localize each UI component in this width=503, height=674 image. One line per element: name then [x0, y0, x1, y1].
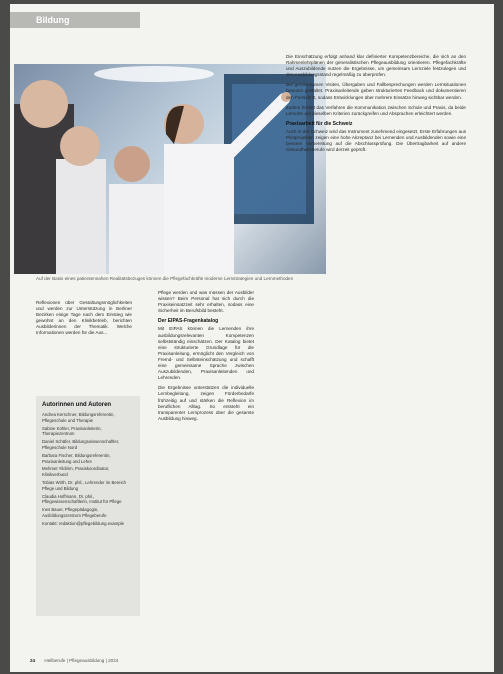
- author-item: Tobias Wirth, Dr. phil., Lehrender im Bereich Pflege und Bildung: [42, 479, 127, 491]
- article-photo: [14, 64, 326, 274]
- author-item: Ines Bauer, Pflegepädagogin, Ausbildungszentrum Pflegeberufe: [42, 507, 107, 518]
- paragraph: Pflege werden und was müssen der Ausbilder wissen? Beim Personal hat sich durch die Praxiseinsatzzeit sehr erhalten, sodass eine Sicherheit im Berufsbild besteht.: [158, 290, 254, 314]
- photo-caption: Auf der Basis eines patientennahen Realitätsbezuges können die Pflegefachkräfte moderne Lernstrategien und Lernmethoden: [36, 276, 294, 281]
- magazine-page: [10, 4, 494, 672]
- page-number: 24: [30, 658, 36, 663]
- author-item: Barbara Fischer, Bildungsreferentin, Praxisanleitung und Lehre: [42, 452, 111, 464]
- author-item: Claudia Hoffmann, Dr. phil., Pflegewissenschaftlerin, Institut für Pflege: [42, 493, 122, 505]
- author-item: Andrea Kerschner, Bildungsreferentin, Pflegeschule und Therapie: [42, 412, 115, 423]
- authors-title: Autorinnen und Autoren: [42, 402, 112, 408]
- subheading: Der EIPAS-Fragenkatalog: [158, 318, 219, 325]
- author-item: Sabine Köhler, Praxisanleiterin, Therapiezentrum: [42, 425, 102, 437]
- paragraph: Auch in der Schweiz wird das Instrument zunehmend eingesetzt. Erste Erfahrungen aus Pilotprojekten zeigen eine hohe Akzeptanz bei Lernenden und Ausbildenden sowie eine bessere Vorbereitung auf die Abschlussprüfung. Die Übertragbarkeit auf andere Gesundheitsberufe wird derzeit geprüft.: [286, 128, 466, 153]
- text-column-1: [36, 300, 132, 341]
- footer-text: Heilberufe | Pflegeausbildung | 2024: [44, 658, 119, 663]
- author-item: Mehmet Yildirim, Praxiskoordinator, Klinikverbund: [42, 466, 110, 478]
- text-column-3: [286, 54, 466, 157]
- text-column-2: [158, 290, 254, 426]
- page-footer: [30, 658, 480, 663]
- paragraph: Mit EIPAS können die Lernenden ihre ausbildungsrelevanten Kompetenzen selbstständig einschätzen. Der Katalog bietet eine strukturierte Grundlage für die Praxisanleitung, ermöglicht den Vergleich von Fremd- und Selbsteinschätzung und schafft eine gemeinsame Sprache zwischen Auszubildenden, Praxisanleitenden und Lehrenden.: [158, 326, 254, 381]
- subheading: Praxisarbeit für die Schweiz: [286, 120, 353, 127]
- paragraph: Die Ergebnisse unterstützen die individuelle Lernbegleitung, zeigen Förderbedarfe frühzeitig auf und stärken die Reflexion im beruflichen Alltag. So entsteht ein transparenter Lernprozess über die gesamte Ausbildung hinweg.: [158, 385, 254, 421]
- author-item: Kontakt: redaktion@pflegebildung.example: [42, 520, 124, 526]
- photo-scene-icon: [14, 64, 326, 274]
- paragraph: Bei gemeinsamen Visiten, Übergaben und Fallbesprechungen werden Lernsituationen bewusst gestaltet. Praxisanleitende geben strukturiertes Feedback und dokumentieren den Fortschritt, sodass Entwicklungen über mehrere Einsätze hinweg sichtbar werden.: [286, 82, 466, 100]
- authors-box: [36, 396, 140, 616]
- paragraph: Zudem fördert das Verfahren die Kommunikation zwischen Schule und Praxis, da beide Lernorte auf dieselben Kriterien zurückgreifen und Absprachen erleichtert werden.: [286, 104, 466, 116]
- paragraph: Die Einschätzung erfolgt anhand klar definierter Kompetenzbereiche, die sich an den Rahmenlehrplänen der generalistischen Pflegeausbildung orientieren. Pflegefachkräfte und Auszubildende nutzen die Ergebnisse, um gemeinsam Lernziele festzulegen und den Ausbildungsstand regelmäßig zu überprüfen.: [286, 54, 466, 78]
- author-item: Daniel Schäfer, Bildungswissenschaftler, Pflegeschule Nord: [42, 439, 120, 450]
- authors-list: [42, 412, 134, 527]
- paragraph: Reflexionen über Gestaltungsmöglichkeiten und werden zur Unterstützung in Berliner Bezirken einige Tage nach dem Einstieg wie gewohnt an den Klinikbetrieb, berichten Ausbilderinnen der Thematik. Welche Informationen werden für die Aus...: [36, 300, 132, 336]
- section-label: Bildung: [10, 12, 140, 28]
